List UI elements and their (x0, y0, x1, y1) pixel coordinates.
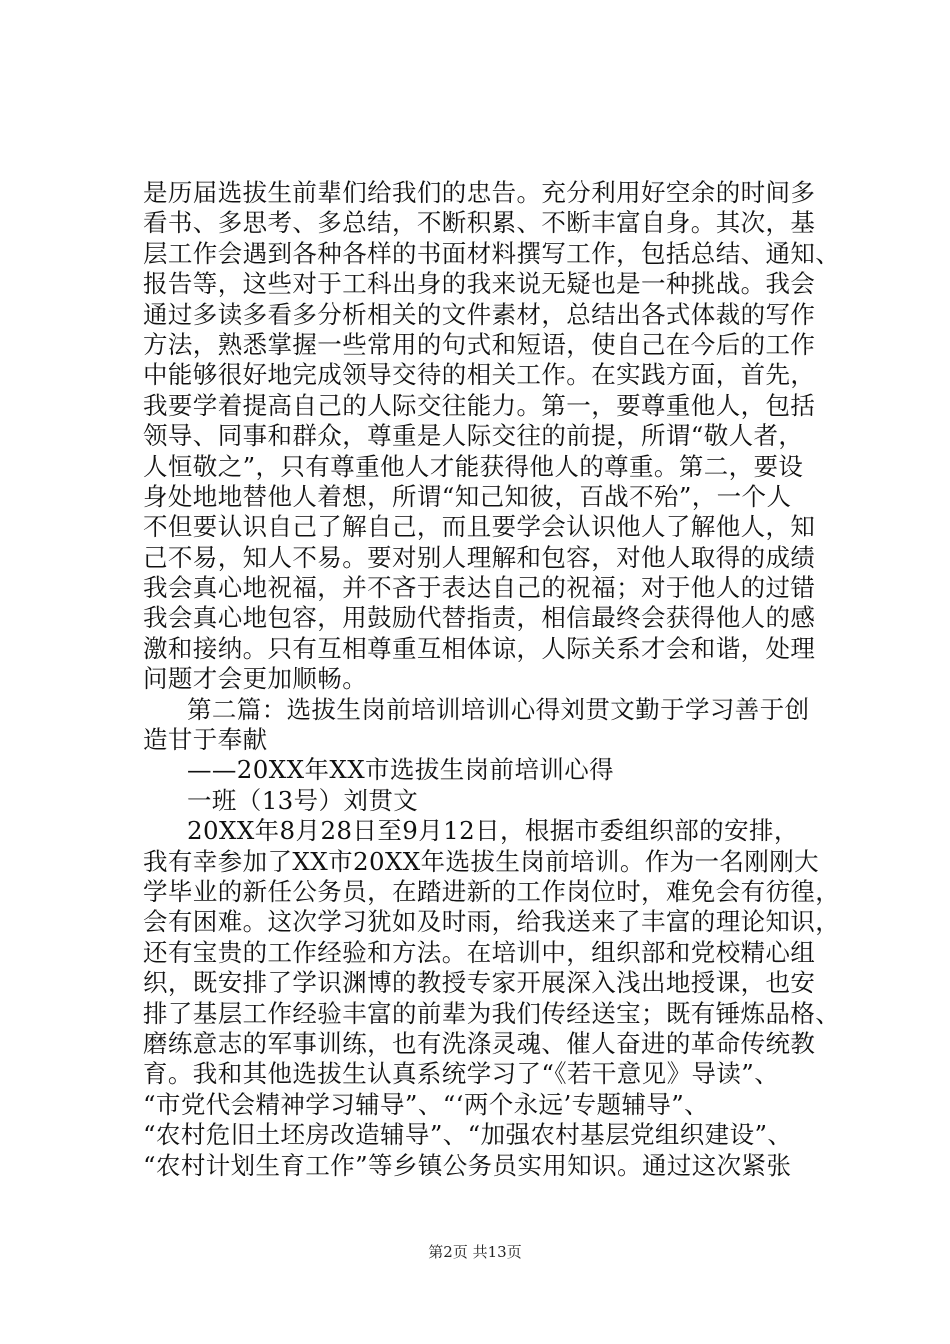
text-line: 己不易，知人不易。要对别人理解和包容，对他人取得的成绩 (143, 542, 816, 572)
text-line: 方法，熟悉掌握一些常用的句式和短语，使自己在今后的工作 (143, 329, 816, 359)
text-line: 造甘于奉献 (143, 725, 268, 755)
text-line: 20XX年8月28日至9月12日，根据市委组织部的安排， (187, 816, 799, 846)
text-line: 织，既安排了学识渊博的教授专家开展深入浅出地授课，也安 (143, 968, 816, 998)
text-line: 会有困难。这次学习犹如及时雨，给我送来了丰富的理论知识， (143, 907, 841, 937)
text-line: 层工作会遇到各种各样的书面材料撰写工作，包括总结、通知、 (143, 238, 841, 268)
text-line: 是历届选拔生前辈们给我们的忠告。充分利用好空余的时间多 (143, 178, 816, 207)
text-line: 我会真心地包容，用鼓励代替指责，相信最终会获得他人的感 (143, 603, 816, 633)
text-line: 磨练意志的军事训练，也有洗涤灵魂、催人奋进的革命传统教 (143, 1028, 816, 1058)
text-line: “市党代会精神学习辅导”、“‘两个永远’专题辅导”、 (143, 1089, 710, 1119)
text-line: 人恒敬之”，只有尊重他人才能获得他人的尊重。第二，要设 (143, 451, 804, 481)
text-line: ——20XX年XX市选拔生岗前培训心得 (187, 755, 615, 785)
text-line: 我要学着提高自己的人际交往能力。第一，要尊重他人，包括 (143, 390, 816, 420)
text-line: 我会真心地祝福，并不吝于表达自己的祝福；对于他人的过错 (143, 573, 816, 603)
text-line: 问题才会更加顺畅。 (143, 664, 368, 694)
text-line: 排了基层工作经验丰富的前辈为我们传经送宝；既有锤炼品格、 (143, 998, 841, 1028)
text-line: 第二篇：选拔生岗前培训培训心得刘贯文勤于学习善于创 (187, 694, 810, 724)
text-line: 激和接纳。只有互相尊重互相体谅，人际关系才会和谐，处理 (143, 633, 816, 663)
text-line: 不但要认识自己了解自己，而且要学会认识他人了解他人，知 (143, 512, 816, 542)
page-footer: 第2页 共13页 (428, 1243, 522, 1261)
text-line: 一班（13号）刘贯文 (187, 785, 419, 815)
text-line: 还有宝贵的工作经验和方法。在培训中，组织部和党校精心组 (143, 937, 816, 967)
text-line: 学毕业的新任公务员，在踏进新的工作岗位时，难免会有彷徨， (143, 876, 841, 906)
text-line: 报告等，这些对于工科出身的我来说无疑也是一种挑战。我会 (143, 269, 816, 299)
text-line: 看书、多思考、多总结，不断积累、不断丰富自身。其次，基 (143, 208, 816, 238)
text-line: 育。我和其他选拔生认真系统学习了“《若干意见》导读”、 (143, 1059, 780, 1089)
text-line: 身处地地替他人着想，所谓“知己知彼，百战不殆”，一个人 (143, 481, 792, 511)
text-line: 领导、同事和群众，尊重是人际交往的前提，所谓“敬人者， (143, 421, 804, 451)
text-line: “农村计划生育工作”等乡镇公务员实用知识。通过这次紧张 (143, 1150, 792, 1180)
text-line: 通过多读多看多分析相关的文件素材，总结出各式体裁的写作 (143, 299, 816, 329)
text-line: 我有幸参加了XX市20XX年选拔生岗前培训。作为一名刚刚大 (143, 846, 820, 876)
text-line: “农村危旧土坯房改造辅导”、“加强农村基层党组织建设”、 (143, 1120, 793, 1150)
text-line: 中能够很好地完成领导交待的相关工作。在实践方面，首先， (143, 360, 816, 390)
document-body (143, 178, 843, 1181)
